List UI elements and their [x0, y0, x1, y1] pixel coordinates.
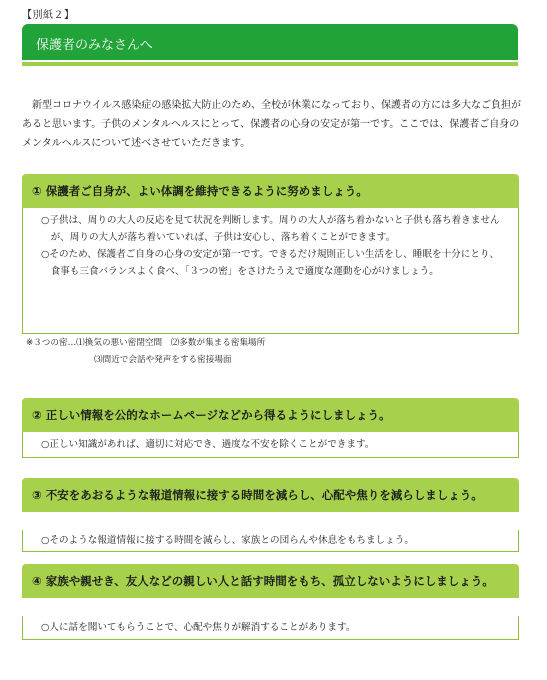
section-1-note-line-1: ※３つの密…⑴換気の悪い密閉空間 ⑵多数が集まる密集場所 [26, 338, 266, 348]
section-2-body [22, 432, 519, 458]
section-1-note-line-2: ⑶間近で会話や発声をする密接場面 [94, 355, 232, 365]
section-1-bullet-2: ○そのため、保護者ご自身の心身の安定が第一です。できるだけ規則正しい生活をし、睡眠を十分にとり、食事も三食バランスよく食べ、「３つの密」をさけたうえで適度な運動を心がけましょう。 [41, 249, 500, 277]
section-1-heading [22, 174, 519, 208]
section-3-heading [22, 478, 519, 512]
intro-paragraph: 新型コロナウイルス感染症の感染拡大防止のため、全校が休業になっており、保護者の方には多大なご負担があると思います。子供のメンタルヘルスにとって、保護者の心身の安定が第一です。ここでは、保護者ご自身のメンタルヘルスについて述べさせていただきます。 [22, 100, 521, 149]
section-3-title: 不安をあおるような報道情報に接する時間を減らし、心配や焦りを減らしましょう。 [45, 488, 483, 502]
section-1-title: 保護者ご自身が、よい体調を維持できるように努めましょう。 [45, 184, 368, 198]
section-2-title: 正しい情報を公的なホームページなどから得るようにしましょう。 [45, 408, 391, 422]
title-underline [22, 62, 518, 66]
section-4-heading [22, 564, 519, 598]
section-2-number: ② [32, 408, 42, 422]
section-1-number: ① [32, 184, 42, 198]
section-2-bullet-1: ○正しい知識があれば、適切に対応でき、過度な不安を除くことができます。 [41, 439, 375, 450]
document-reference-label: 【別紙２】 [22, 10, 75, 21]
section-3-number: ③ [32, 488, 42, 502]
section-4-number: ④ [32, 574, 42, 588]
section-4-title: 家族や親せき、友人などの親しい人と話す時間をもち、孤立しないようにしましょう。 [45, 574, 494, 588]
section-3-body [22, 530, 519, 552]
section-4-body [22, 616, 519, 640]
section-1-bullet-1: ○子供は、周りの大人の反応を見て状況を判断します。周りの大人が落ち着かないと子供も落ち着きませんが、周りの大人が落ち着いていれば、子供は安心し、落ち着くことができます。 [41, 215, 500, 243]
title-banner [22, 24, 518, 60]
section-2-heading [22, 398, 519, 432]
section-3-bullet-1: ○そのような報道情報に接する時間を減らし、家族との団らんや休息をもちましょう。 [41, 535, 414, 546]
page-title: 保護者のみなさんへ [36, 38, 153, 53]
section-4-bullet-1: ○人に話を聞いてもらうことで、心配や焦りが解消することがあります。 [41, 622, 356, 633]
section-1-body [22, 208, 519, 334]
